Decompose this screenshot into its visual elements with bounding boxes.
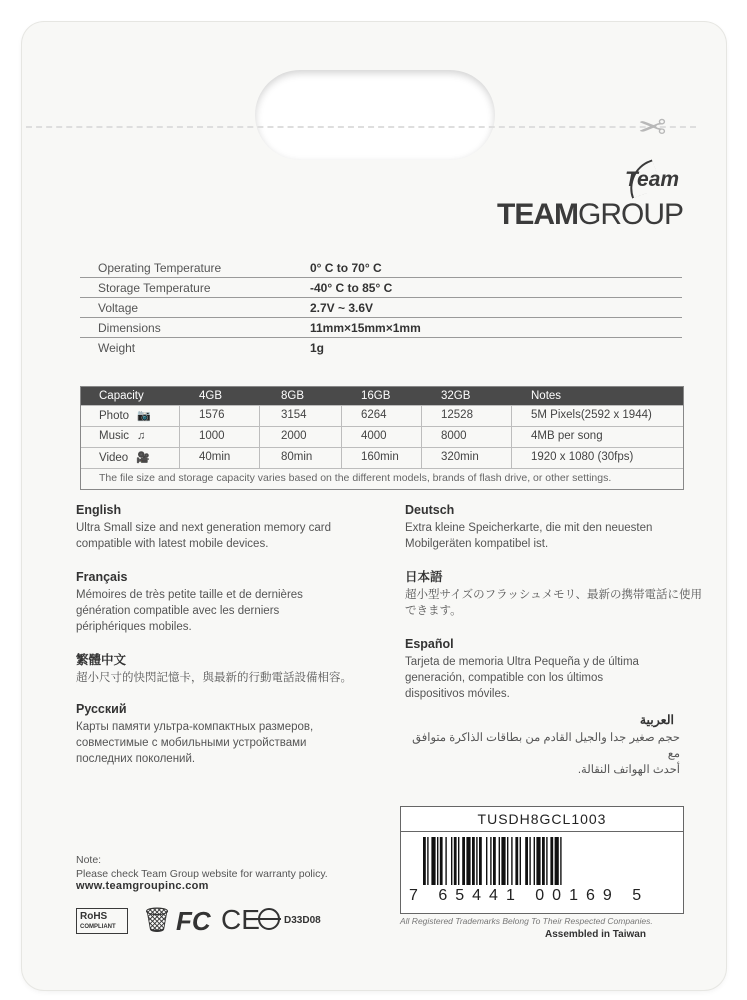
- lang-francais: Français Mémoires de très petite taille et de dernières génération compatible avec les derniers périphériques mobiles.: [76, 570, 303, 633]
- spec-row: Storage Temperature -40° C to 85° C: [80, 278, 682, 298]
- weee-bin-icon: 🗑: [142, 907, 173, 934]
- warranty-note: Note: Please check Team Group website for warranty policy.: [76, 854, 328, 880]
- certification-code: D33D08: [284, 915, 321, 926]
- lang-arabic: العربية حجم صغير جدا والجيل القادم من بطاقات الذاكرة متوافق مع أحدث الهواتف النقالة.: [412, 713, 680, 776]
- spec-row: Operating Temperature 0° C to 70° C: [80, 258, 682, 278]
- website-url: www.teamgroupinc.com: [76, 880, 209, 892]
- video-camera-icon: 🎥: [136, 452, 150, 464]
- lang-chinese: 繁體中文 超小尺寸的快閃記憶卡，與最新的行動電話設備相容。: [76, 653, 352, 684]
- hang-hole: [255, 70, 495, 160]
- lang-espanol: Español Tarjeta de memoria Ultra Pequeña y de última generación, compatible con los últimos dispositivos móviles.: [405, 637, 639, 700]
- perforation-line: [26, 126, 696, 128]
- capacity-table: [80, 386, 684, 490]
- brand-wordmark: TEAMGROUP: [497, 198, 684, 231]
- spec-row: Voltage 2.7V ~ 3.6V: [80, 298, 682, 318]
- table-row: Photo 📷 1576 3154 6264 12528 5M Pixels(2592 x 1944): [81, 405, 683, 426]
- trademark-notice: All Registered Trademarks Belong To Their Respected Companies.: [400, 916, 653, 926]
- camera-icon: 📷: [137, 410, 151, 422]
- capacity-footnote: The file size and storage capacity varies based on the different models, brands of flash drive, or other settings.: [81, 468, 683, 489]
- scissors-icon: ✂: [638, 106, 667, 144]
- spec-list: [80, 258, 682, 357]
- barcode-box: [400, 806, 684, 914]
- barcode-number: 7 65441 00169 5: [409, 887, 650, 904]
- certification-mark-icon: [258, 908, 280, 930]
- lang-japanese: 日本語 超小型サイズのフラッシュメモリ、最新の携帯電話に使用 できます。: [405, 570, 703, 617]
- spec-row: Weight 1g: [98, 341, 325, 355]
- spec-row: Dimensions 11mm×15mm×1mm: [80, 318, 682, 338]
- rohs-logo: RoHS COMPLIANT: [76, 908, 128, 934]
- lang-english: English Ultra Small size and next generation memory card compatible with latest mobile devices.: [76, 503, 332, 550]
- lang-russian: Русский Карты памяти ультра-компактных размеров, совместимые с мобильными устройствами последних поколений.: [76, 702, 314, 765]
- ce-logo: CE: [221, 904, 260, 935]
- assembled-in: Assembled in Taiwan: [545, 929, 646, 940]
- capacity-table-header: Capacity 4GB 8GB 16GB 32GB Notes: [81, 387, 683, 405]
- fc-logo: FC: [176, 906, 211, 936]
- barcode-bars: [423, 837, 663, 887]
- music-note-icon: ♫: [137, 430, 146, 442]
- sku-code: TUSDH8GCL1003: [477, 811, 607, 827]
- table-row: Video 🎥 40min 80min 160min 320min 1920 x 1080 (30fps): [81, 447, 683, 468]
- table-row: Music ♫ 1000 2000 4000 8000 4MB per song: [81, 426, 683, 447]
- lang-deutsch: Deutsch Extra kleine Speicherkarte, die mit den neuesten Mobilgeräten kompatibel ist.: [405, 503, 653, 550]
- team-logo: Team: [625, 168, 680, 191]
